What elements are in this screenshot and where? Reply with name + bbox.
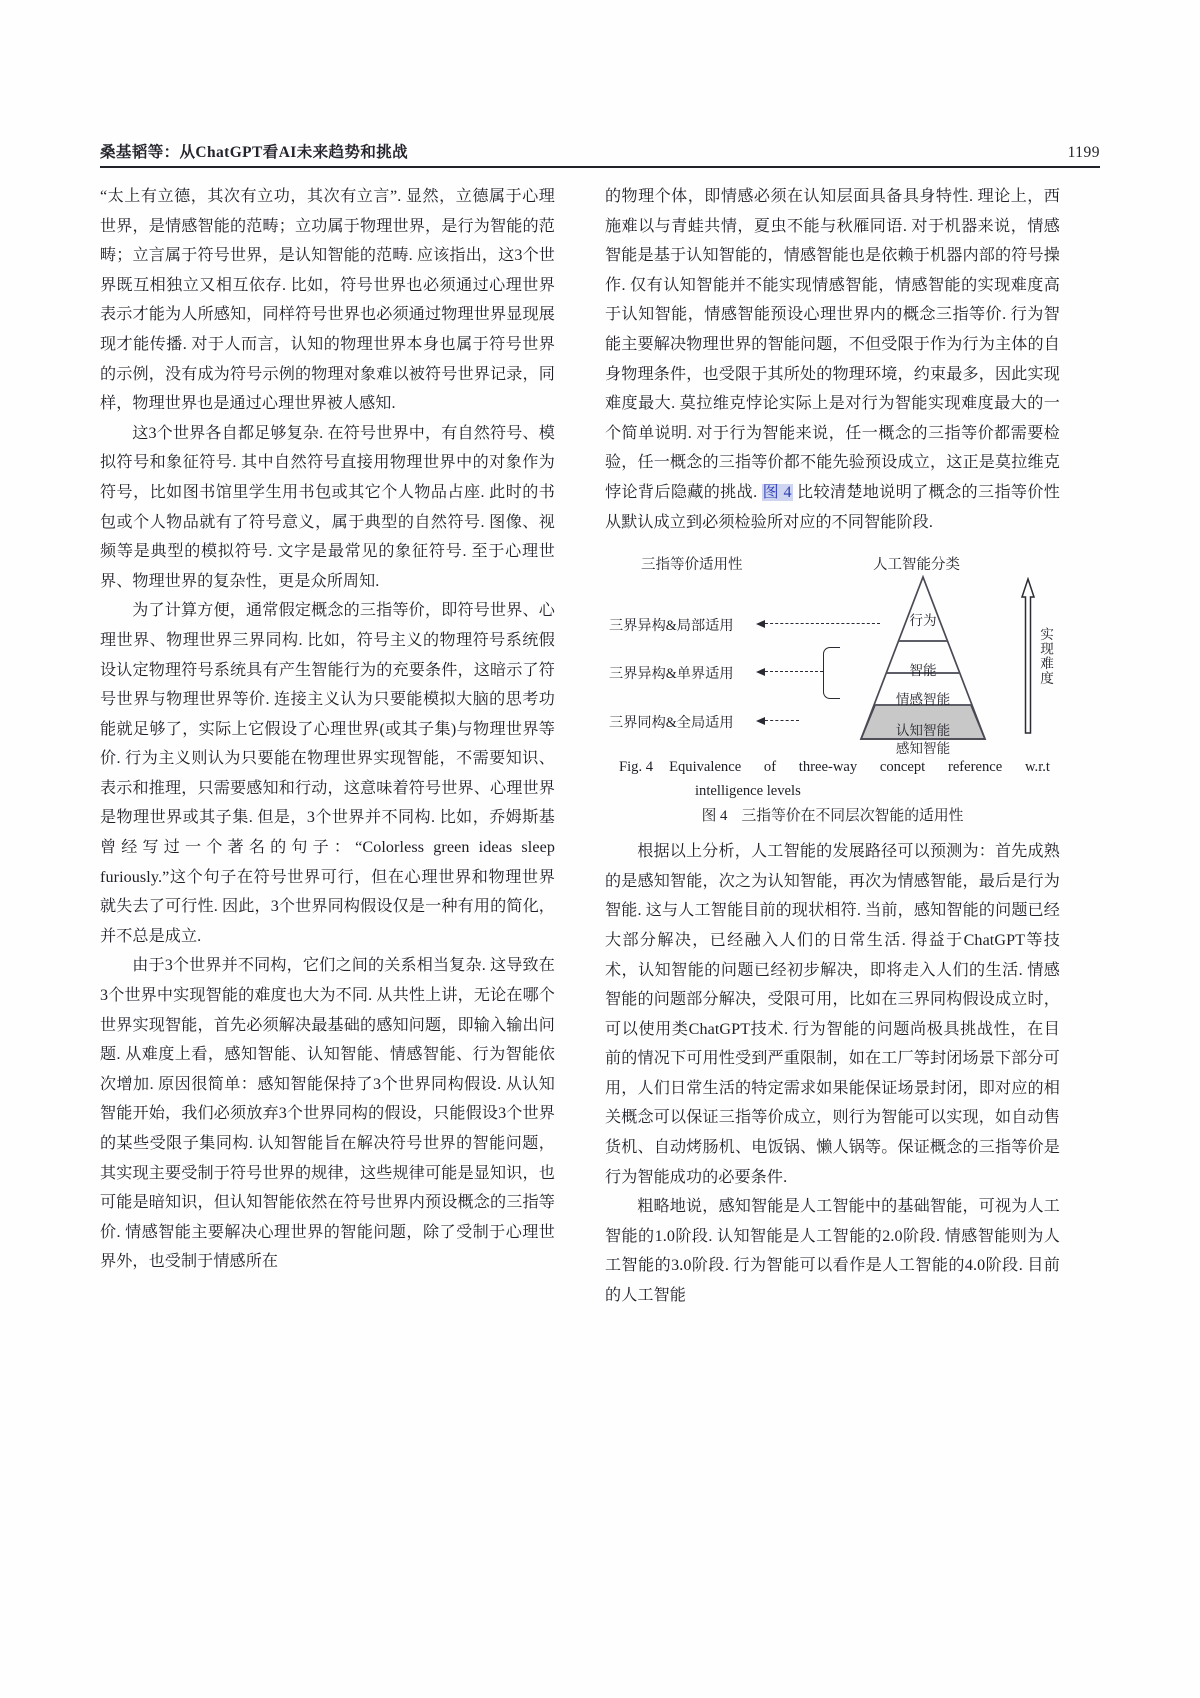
figure-number-cn: 图 4 — [701, 808, 728, 825]
pyramid-level-cognition: 认知智能 — [895, 723, 951, 739]
dashed-arrow-to-perception — [765, 720, 799, 722]
caption-english-line2: intelligence levels — [695, 783, 801, 800]
running-head-title: 桑基韬等：从ChatGPT看AI未来趋势和挑战 — [100, 144, 409, 161]
pyramid-level-behavior-line1: 行为 — [909, 613, 937, 629]
paragraph-text-part-a: 的物理个体，即情感必须在认知层面具备具身特性. 理论上，西施难以与青蛙共情，夏虫不能与秋雁同语. 对于机器来说，情感智能是基于认知智能的，情感智能也是依赖于机器内部的符号操作. 仅有认知智能并不能实现情感智能，情感智能的实现难度高于认知智能，情感智能预设心理世界内的概念三指等价. 行为智能主要解决物理世界的智能问题，不但受限于作为行为主体的自身物理条件，也受限于其所处的物理环境，约束最多，因此实现难度最大. 莫拉维克悖论实际上是对行为智能实现难度最大的一个简单说明. 对于行为智能来说，任一概念的三指等价都需要检验，任一概念的三指等价都不能先验预设成立，这正是莫拉维克悖论背后隐藏的挑战. — [605, 188, 1060, 501]
right-column — [605, 182, 1060, 1602]
paragraph: 这3个世界各自都足够复杂. 在符号世界中，有自然符号、模拟符号和象征符号. 其中自然符号直接用物理世界中的对象作为符号，比如图书馆里学生用书包或其它个人物品占座. 此时的书包或个人物品就有了符号意义，属于典型的自然符号. 图像、视频等是典型的模拟符号. 文字是最常见的象征符号. 至于心理世界、物理世界的复杂性，更是众所周知. — [100, 424, 555, 590]
dashed-arrow-to-emotion-cognition — [765, 671, 823, 673]
caption-word: of — [763, 759, 777, 776]
paragraph-text-part-b: 比较清楚地说明了概念的三指等价性从默认成立到必须检验所对应的不同智能阶段. — [605, 483, 1061, 531]
paragraph: 根据以上分析，人工智能的发展路径可以预测为：首先成熟的是感知智能，次之为认知智能，再次为情感智能，最后是行为智能. 这与人工智能目前的现状相符. 当前，感知智能的问题已经大部分解决，已经融入人们的日常生活. 得益于ChatGPT等技术，认知智能的问题已经初步解决，即将走入人们的生活. 情感智能的问题部分解决，受限可用，比如在三界同构假设成立时，可以使用类ChatGPT技术. 行为智能的问题尚极具挑战性，在目前的情况下可用性受到严重限制，如在工厂等封闭场景下部分可用，人们日常生活的特定需求如果能保证场景封闭，即对应的相关概念可以保证三指等价成立，则行为智能可以实现，如自动售货机、自动烤肠机、电饭锅、懒人锅等。保证概念的三指等价是行为智能成功的必要条件. — [605, 843, 1060, 1186]
figure-caption-chinese — [605, 804, 1060, 829]
header-divider — [100, 166, 1100, 168]
figure-axis-label-right: 人工智能分类 — [873, 557, 960, 574]
paragraph: 粗略地说，感知智能是人工智能中的基础智能，可视为人工智能的1.0阶段. 认知智能是人工智能的2.0阶段. 情感智能则为人工智能的3.0阶段. 行为智能可以看作是人工智能的4.0阶段. 目前的人工智能 — [605, 1198, 1060, 1305]
page-number: 1199 — [1067, 144, 1100, 161]
caption-word: three-way — [798, 759, 858, 776]
page-header — [100, 128, 1100, 162]
paragraph-with-figure-ref — [605, 182, 1060, 537]
figure-4 — [605, 551, 1060, 829]
figure-canvas — [605, 551, 1060, 757]
left-column — [100, 182, 555, 1602]
applicability-label-local: 三界异构&局部适用 — [609, 618, 734, 635]
applicability-label-global: 三界同构&全局适用 — [609, 715, 734, 732]
intelligence-pyramid — [837, 571, 1009, 743]
pyramid-level-perception: 感知智能 — [895, 741, 951, 757]
applicability-label-single: 三界异构&单界适用 — [609, 666, 734, 683]
caption-word: reference — [947, 759, 1003, 776]
figure-number-en: Fig. 4 — [619, 759, 654, 776]
difficulty-label: 实现难度 — [1038, 627, 1053, 686]
paragraph: 为了计算方便，通常假定概念的三指等价，即符号世界、心理世界、物理世界三界同构. 比如，符号主义的物理符号系统假设认定物理符号系统具有产生智能行为的充要条件，这暗示了符号世界与物理世界等价. 连接主义认为只要能模拟大脑的思考功能就足够了，实际上它假设了心理世界(或其子集)与物理世界等价. 行为主义则认为只要能在物理世界实现智能，不需要知识、表示和推理，只需要感知和行动，这意味着符号世界、心理世界是物理世界或其子集. 但是，3个世界并不同构. 比如，乔姆斯基曾经写过一个著名的句子：“Colorless green ideas sleep furiously.”这个句子在符号世界可行，但在心理世界和物理世界就失去了可行性. 因此，3个世界同构假设仅是一种有用的简化，并不总是成立. — [100, 602, 555, 945]
difficulty-up-arrow-icon — [1021, 577, 1035, 735]
figure-reference-link[interactable]: 图 4 — [762, 483, 792, 501]
caption-word: concept — [879, 759, 926, 776]
paragraph: 由于3个世界并不同构，它们之间的关系相当复杂. 这导致在3个世界中实现智能的难度也大为不同. 从共性上讲，无论在哪个世界实现智能，首先必须解决最基础的感知问题，即输入输出问题. 从难度上看，感知智能、认知智能、情感智能、行为智能依次增加. 原因很简单：感知智能保持了3个世界同构假设. 从认知智能开始，我们必须放弃3个世界同构的假设，只能假设3个世界的某些受限子集同构. 认知智能旨在解决符号世界的智能问题，其实现主要受制于符号世界的规律，这些规律可能是显知识，也可能是暗知识，但认知智能依然在符号世界内预设概念的三指等价. 情感智能主要解决心理世界的智能问题，除了受制于心理世界外，也受制于情感所在 — [100, 957, 555, 1271]
paragraph: “太上有立德，其次有立功，其次有立言”. 显然，立德属于心理世界，是情感智能的范畴；立功属于物理世界，是行为智能的范畴；立言属于符号世界，是认知智能的范畴. 应该指出，这3个世界既互相独立又相互依存. 比如，符号世界也必须通过心理世界表示才能为人所感知，同样符号世界也必须通过物理世界显现展现才能传播. 对于人而言，认知的物理世界本身也属于符号世界的示例，没有成为符号示例的物理对象难以被符号世界记录，同样，物理世界也是通过心理世界被人感知. — [100, 188, 555, 413]
figure-caption-english — [605, 755, 1060, 803]
caption-word: Equivalence — [669, 759, 742, 776]
pyramid-level-behavior-line2: 智能 — [909, 663, 937, 679]
pyramid-shape — [837, 571, 1009, 743]
pyramid-level-emotion: 情感智能 — [895, 692, 951, 708]
caption-word: w.r.t — [1024, 759, 1050, 776]
figure-axis-label-left: 三指等价适用性 — [641, 557, 743, 574]
caption-chinese-text: 三指等价在不同层次智能的适用性 — [741, 808, 964, 825]
two-column-body — [100, 182, 1100, 1602]
